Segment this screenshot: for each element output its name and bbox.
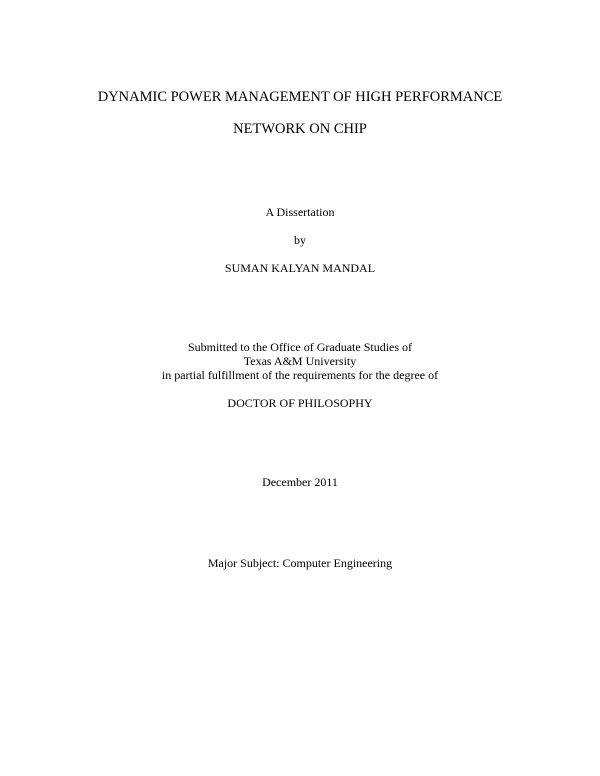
submission-date: December 2011: [262, 475, 338, 489]
title-line-2: NETWORK ON CHIP: [233, 121, 367, 137]
submission-line-3: in partial fulfillment of the requirements for the degree of: [161, 368, 439, 382]
document-type: A Dissertation: [265, 205, 335, 219]
by-label: by: [294, 233, 306, 247]
title-line-1: DYNAMIC POWER MANAGEMENT OF HIGH PERFORMANCE: [97, 89, 503, 105]
submission-line-2: Texas A&M University: [243, 354, 357, 368]
author-name: SUMAN KALYAN MANDAL: [224, 261, 376, 275]
submission-line-1: Submitted to the Office of Graduate Studies of: [187, 340, 413, 354]
degree-name: DOCTOR OF PHILOSOPHY: [227, 396, 373, 410]
major-subject: Major Subject: Computer Engineering: [207, 556, 393, 570]
